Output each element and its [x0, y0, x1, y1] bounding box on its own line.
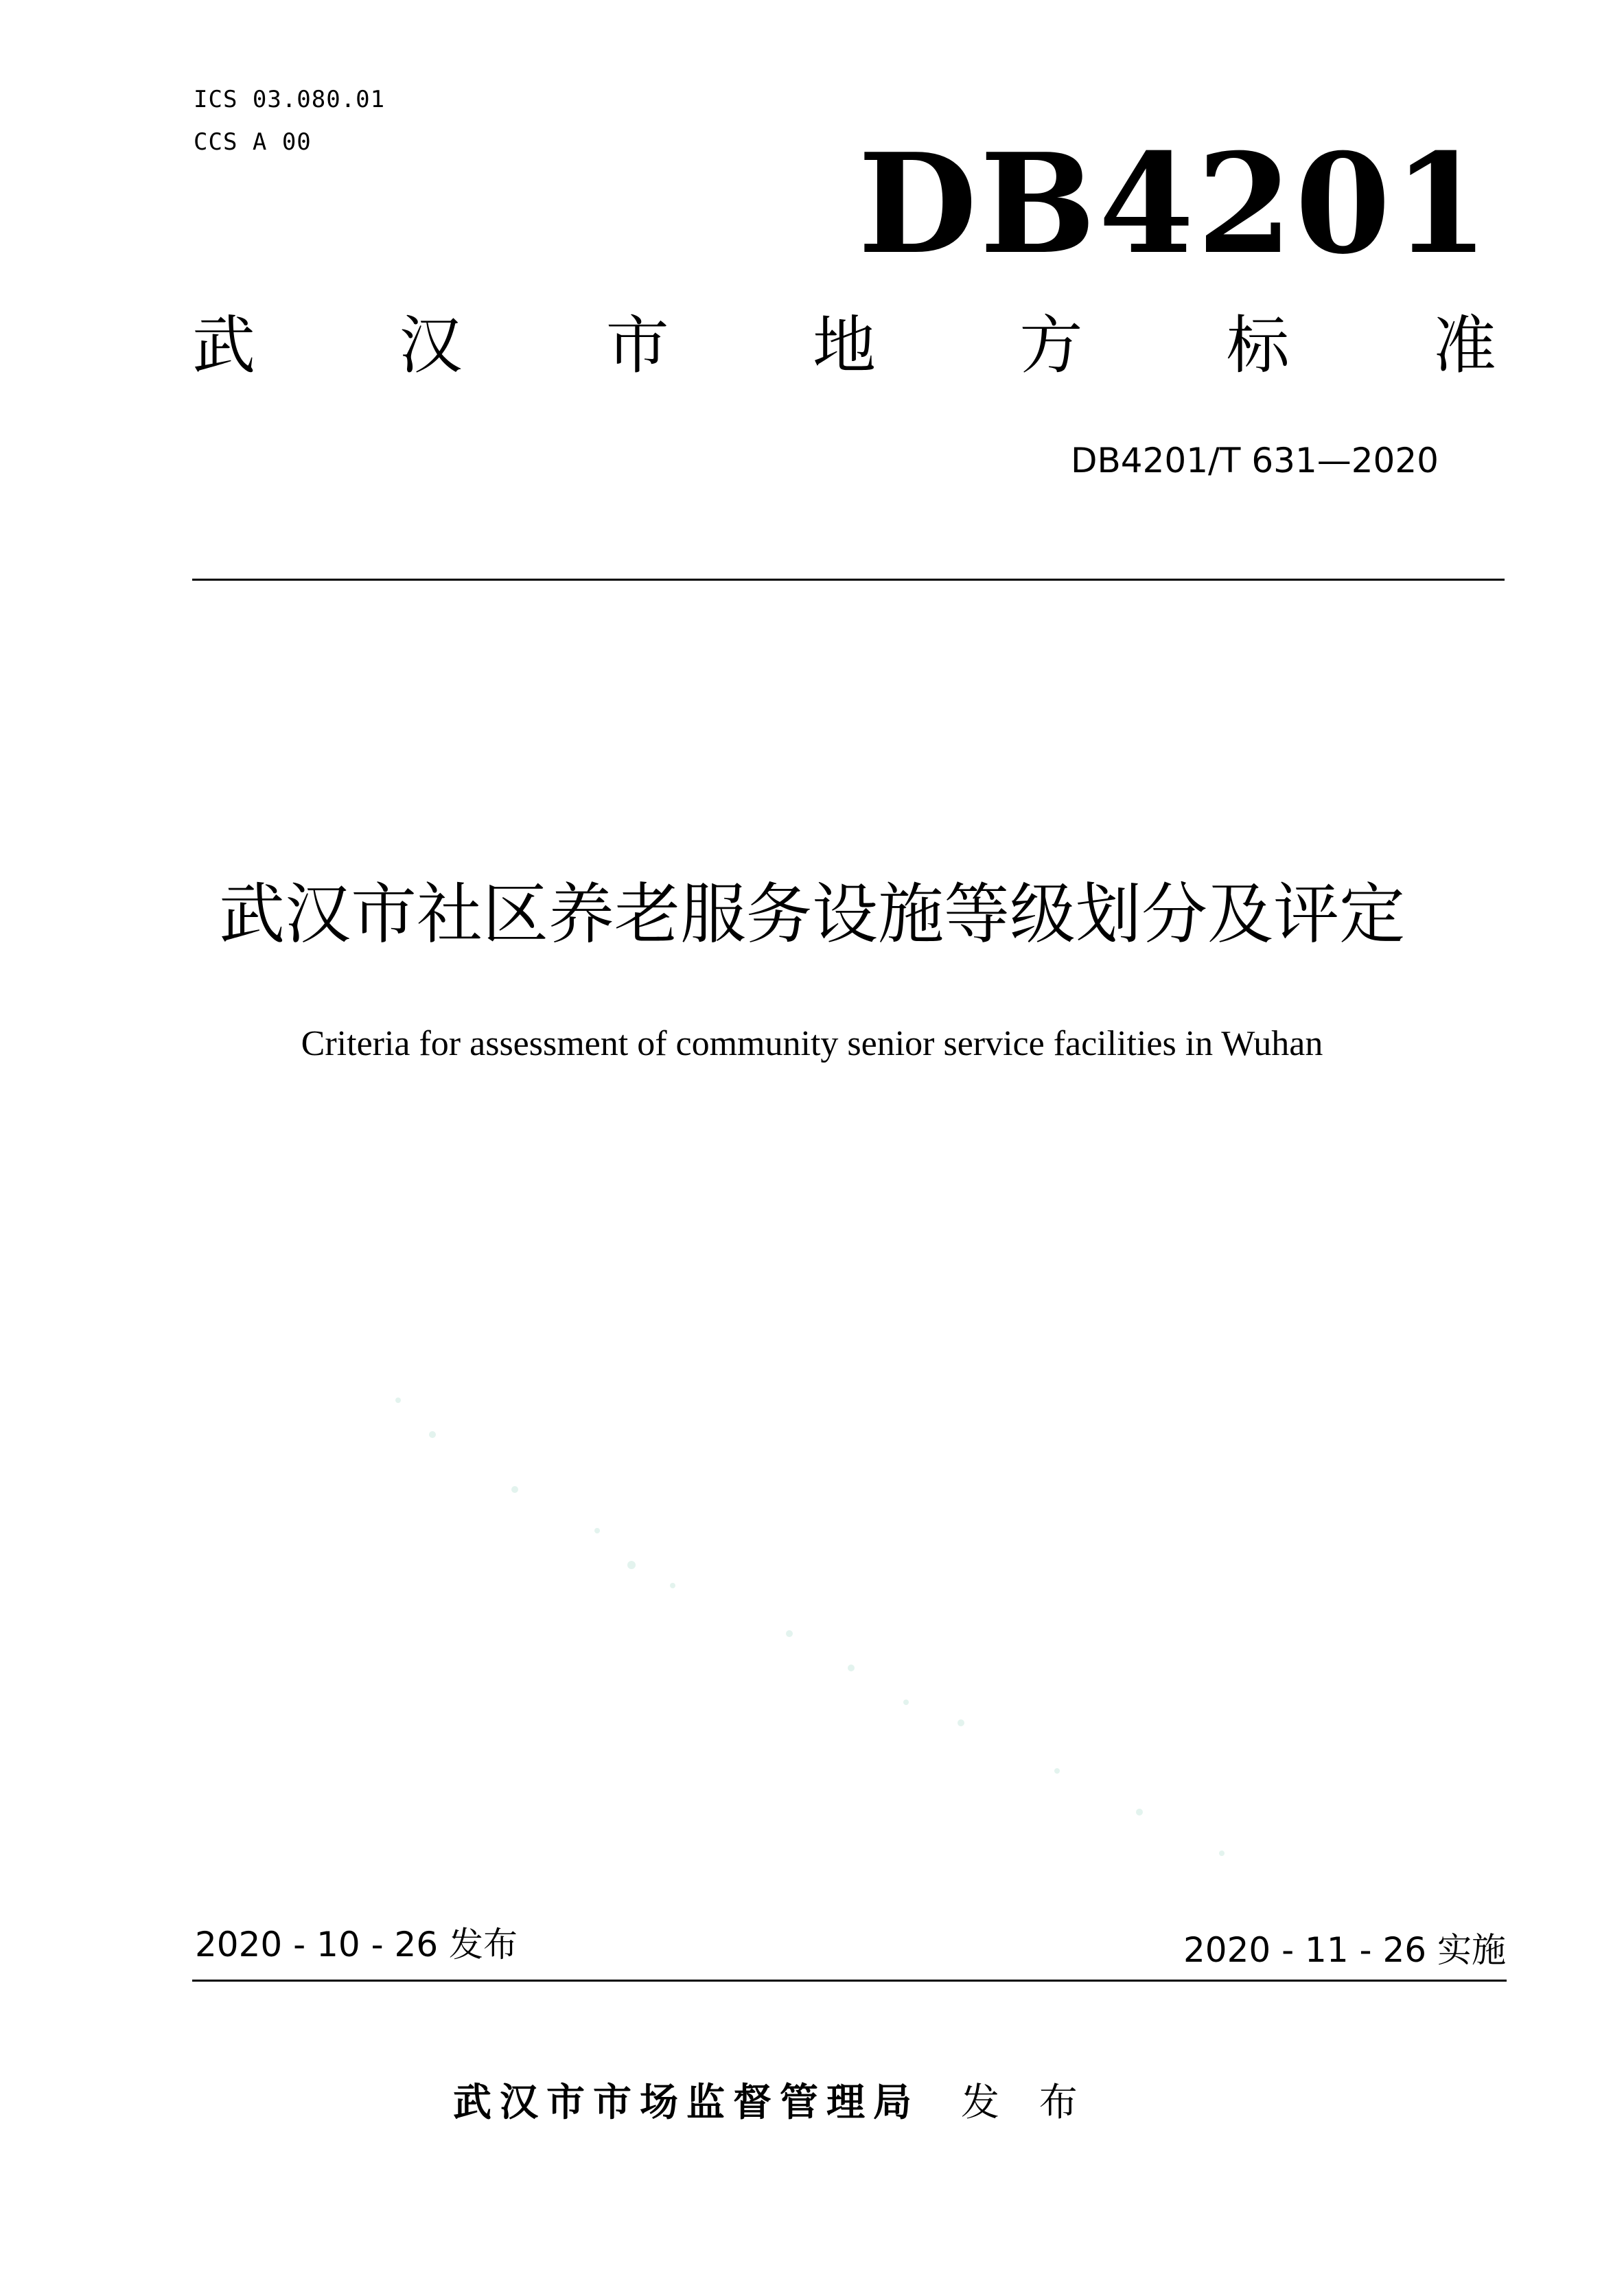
publisher-suffix: 发 布	[961, 2080, 1091, 2125]
ccs-code: CCS A 00	[194, 128, 312, 156]
standard-type-heading	[192, 309, 1496, 382]
publish-date: 2020 - 10 - 26 发布	[195, 1925, 518, 1964]
standard-type-char: 武	[192, 309, 256, 382]
header-divider	[192, 579, 1505, 581]
ics-code: ICS 03.080.01	[194, 86, 386, 113]
watermark-pattern	[384, 1359, 1277, 1908]
standard-number: DB4201/T 631—2020	[1070, 441, 1439, 480]
standard-type-char: 方	[1019, 309, 1083, 382]
standard-type-char: 标	[1226, 309, 1290, 382]
document-title-cn: 武汉市社区养老服务设施等级划分及评定	[219, 876, 1405, 953]
document-title-en: Criteria for assessment of community senior service facilities in Wuhan	[301, 1024, 1323, 1063]
publisher-line	[453, 2080, 1091, 2125]
footer-divider	[192, 1980, 1507, 1982]
standard-type-char: 准	[1432, 309, 1496, 382]
effective-date: 2020 - 11 - 26 实施	[1183, 1930, 1506, 1970]
standard-type-char: 汉	[399, 309, 463, 382]
standard-type-char: 市	[605, 309, 669, 382]
standard-type-char: 地	[812, 309, 876, 382]
publisher-name: 武汉市市场监督管理局	[453, 2080, 920, 2125]
db-logo: DB4201	[858, 124, 1492, 285]
